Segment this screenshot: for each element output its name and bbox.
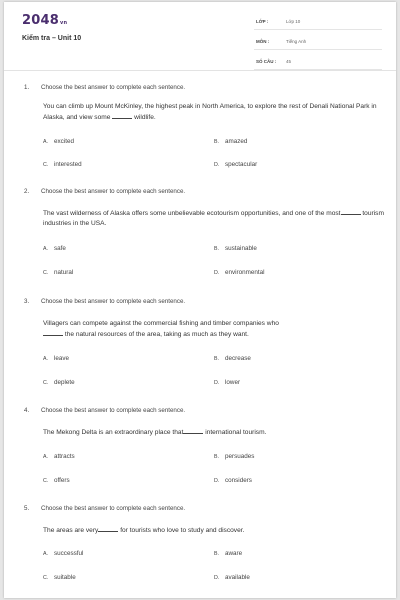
option-letter: B. — [214, 139, 220, 145]
option-d[interactable] — [214, 574, 250, 581]
question-text-after: for tourists who love to study and discover. — [120, 527, 245, 534]
question-text-after: wildlife. — [134, 113, 156, 121]
meta-subject-value: Tiếng Anh — [286, 39, 307, 44]
option-c[interactable] — [43, 161, 82, 168]
option-text: sustainable — [225, 245, 257, 252]
option-a[interactable] — [43, 138, 74, 145]
option-d[interactable] — [214, 379, 240, 386]
option-b[interactable] — [214, 550, 242, 557]
question-text-before: You can climb up Mount McKinley, the highest peak in North America, to explore the rest of Denali National Park in Alaska, and view some — [43, 103, 377, 121]
option-letter: A. — [43, 139, 49, 145]
worksheet-page — [4, 2, 396, 598]
option-letter: D. — [214, 270, 220, 276]
option-c[interactable] — [43, 269, 73, 276]
option-b[interactable] — [214, 138, 247, 145]
option-text: aware — [225, 550, 243, 557]
option-d[interactable] — [214, 269, 265, 276]
question-text — [43, 427, 385, 438]
option-letter: A. — [43, 454, 49, 460]
site-logo[interactable] — [22, 13, 67, 28]
option-text: successful — [54, 550, 84, 557]
answer-blank — [112, 112, 132, 119]
question-text-before: The vast wilderness of Alaska offers some unbelievable ecotourism opportunities, and one of the most — [43, 210, 341, 217]
test-meta — [254, 16, 382, 76]
option-letter: C. — [43, 380, 49, 386]
question-instruction: Choose the best answer to complete each sentence. — [41, 407, 186, 414]
question-instruction: Choose the best answer to complete each sentence. — [41, 505, 186, 512]
question-text-before: The areas are very — [43, 527, 99, 534]
question-text — [43, 102, 385, 122]
option-b[interactable] — [214, 355, 251, 362]
option-letter: B. — [214, 551, 220, 557]
option-a[interactable] — [43, 550, 83, 557]
question-text — [43, 208, 385, 228]
option-b[interactable] — [214, 453, 254, 460]
option-text: offers — [54, 477, 70, 484]
logo-suffix: vn — [59, 20, 68, 26]
option-c[interactable] — [43, 574, 76, 581]
question-number: 1. — [24, 84, 30, 91]
option-text: safe — [54, 245, 66, 252]
option-d[interactable] — [214, 161, 257, 168]
question-text — [43, 525, 385, 536]
option-text: spectacular — [225, 161, 258, 168]
answer-blank — [341, 208, 361, 215]
option-text: decrease — [225, 355, 251, 362]
logo-text: 2048 — [22, 13, 59, 28]
option-letter: D. — [214, 478, 220, 484]
question-instruction: Choose the best answer to complete each sentence. — [41, 298, 186, 305]
option-d[interactable] — [214, 477, 252, 484]
meta-class — [254, 16, 382, 30]
answer-blank — [183, 427, 203, 434]
option-letter: A. — [43, 246, 49, 252]
question-number: 3. — [24, 298, 30, 305]
option-text: persuades — [225, 453, 255, 460]
option-text: excited — [54, 138, 74, 145]
test-title: Kiểm tra – Unit 10 — [22, 35, 82, 42]
option-letter: D. — [214, 162, 220, 168]
answer-blank — [43, 329, 63, 336]
question-number: 2. — [24, 188, 30, 195]
option-b[interactable] — [214, 245, 257, 252]
question-instruction: Choose the best answer to complete each sentence. — [41, 188, 186, 195]
option-letter: C. — [43, 162, 49, 168]
meta-class-value: Lớp 10 — [286, 19, 301, 24]
answer-blank — [98, 525, 118, 532]
option-c[interactable] — [43, 477, 70, 484]
worksheet-header — [4, 2, 396, 71]
option-text: interested — [54, 161, 82, 168]
option-letter: A. — [43, 356, 49, 362]
option-text: attracts — [54, 453, 75, 460]
option-text: natural — [54, 269, 74, 276]
option-letter: C. — [43, 575, 49, 581]
option-text: leave — [54, 355, 70, 362]
option-letter: A. — [43, 551, 49, 557]
option-text: deplete — [54, 379, 75, 386]
option-text: environmental — [225, 269, 265, 276]
meta-subject — [254, 36, 382, 50]
option-letter: D. — [214, 380, 220, 386]
option-text: available — [225, 574, 250, 581]
option-text: lower — [225, 379, 241, 386]
meta-question-count-value: 45 — [286, 59, 292, 64]
option-c[interactable] — [43, 379, 75, 386]
question-text — [43, 319, 385, 339]
option-letter: B. — [214, 246, 220, 252]
meta-question-count-key: SỐ CÂU : — [256, 59, 277, 64]
question-text-after: international tourism. — [205, 429, 267, 436]
option-letter: B. — [214, 356, 220, 362]
question-text-before: The Mekong Delta is an extraordinary place that — [43, 429, 184, 436]
option-letter: D. — [214, 575, 220, 581]
meta-question-count — [254, 56, 382, 70]
option-a[interactable] — [43, 355, 69, 362]
option-a[interactable] — [43, 453, 75, 460]
option-text: suitable — [54, 574, 76, 581]
meta-subject-key: MÔN : — [256, 39, 270, 44]
question-number: 4. — [24, 407, 30, 414]
question-text-before: Villagers can compete against the commercial fishing and timber companies who — [43, 320, 279, 327]
option-text: considers — [225, 477, 252, 484]
question-number: 5. — [24, 505, 30, 512]
option-a[interactable] — [43, 245, 66, 252]
option-letter: C. — [43, 270, 49, 276]
question-instruction: Choose the best answer to complete each sentence. — [41, 84, 186, 91]
option-letter: B. — [214, 454, 220, 460]
option-text: amazed — [225, 138, 248, 145]
question-text-after: tourism industries in the USA. — [43, 210, 384, 227]
option-letter: C. — [43, 478, 49, 484]
question-text-after: the natural resources of the area, taking as much as they want. — [64, 330, 249, 338]
meta-class-key: LỚP : — [256, 19, 269, 24]
